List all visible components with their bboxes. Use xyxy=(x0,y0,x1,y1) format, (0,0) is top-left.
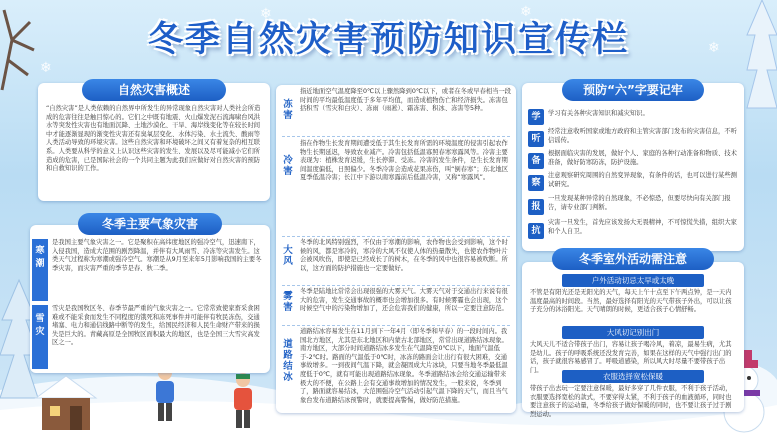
tip-3-text: 带孩子出去玩一定要注意保暖，最好多穿了几件衣服，不利于孩子活动，衣服要选择宽松的款式，不要穿得太紧，不利于孩子的血液循环，同时也要注意孩子的运动量，冬季给孩子做好保暖的同时，也不要让孩子过于剧烈运动。 xyxy=(530,385,732,418)
snow-disaster-text: 雪灾是我国牧区冬、春季节最严重的气象灾害之一。它常常致使家畜采食困难或不能采食而发生不同程度的饿死和冻死事件并可能伴有牧民冻伤，交通堵塞、电力和通信线路中断等的发生，给国民经济和人民生命财产带来的损失是巨大的。青藏高原是全国牧区面积最大的地区，也是全国三大雪灾高发区之一。 xyxy=(52,305,260,347)
divider xyxy=(282,285,510,286)
fog-damage-label: 雾害 xyxy=(283,291,293,313)
house-icon xyxy=(30,372,102,432)
report-text: 一旦发现某种异常的自然现象，不必惊恐，但要尽快向有关部门报告，请专业部门判断。 xyxy=(548,195,731,211)
tip-3-title: 衣服选择宽松保暖 xyxy=(562,370,704,383)
snowflake-icon: ❄ xyxy=(40,60,52,76)
weather-title: 冬季主要气象灾害 xyxy=(78,213,222,235)
tip-2-title: 大风切记别出门 xyxy=(562,326,704,339)
freeze-damage-text: 指近地面空气温度降至0℃以上骤然降到0℃以下，或者在冬或早春相当一段时间的平均最低温度低于多年平均值，而造成植物伤亡和经济损失。冻害包括积雪（雪灾和白灾）、冻雨（雨凇）、霜冻害、积冰、冻害等5种。 xyxy=(300,88,512,113)
snowflake-icon: ❄ xyxy=(520,4,532,20)
pine-tree-right xyxy=(742,0,777,110)
cold-wave-label: 寒潮 xyxy=(32,239,48,301)
overview-card xyxy=(38,83,270,201)
weather-card xyxy=(30,217,270,373)
outdoor-card xyxy=(522,252,744,418)
listen-tag: 听 xyxy=(528,131,544,147)
disaster-types-card xyxy=(276,85,516,413)
overview-text: “自然灾害”是人类依赖的自然界中所发生的异常现象自然灾害对人类社会所造成的危害往往是触目惊心的。它们之中既有地震、火山爆发泥石流海啸台风洪水等突发性灾害也有地面沉降、土地沙漠化、干旱、海岸线变化等在较长时间中才能逐渐显现的渐变性灾害还有臭氧层变化、水体污染、水土流失、酸雨等人类活动导致的环境灾害。这些自然灾害和环境破坏之间又有着复杂的相互联系。人类要从科学的意义上认识这些灾害的发生、发展以及尽可能减小它们所造成的危害，已是国际社会的一个共同主题为此我们应做好对自然灾害的预防和自救知识的工作。 xyxy=(46,105,261,173)
child-figure-1 xyxy=(150,365,180,425)
cold-damage-label: 冷害 xyxy=(283,155,293,177)
observe-tag: 察 xyxy=(528,175,544,191)
cold-damage-text: 指在作物生长发育期间遭受低于其生长发育所需的环境温度的侵害引起农作物生长期延迟，导致农业减产。冷害包括低温寡照春寒寒露风等。冷害主要表现为：植株发育迟缓，生长停滞、受冻。冷害的发生条件，是生长发育期间温度偏低，日照偏少。冬季冷害会造成花果冻伤，叫“倒春寒”；东北地区夏季低温冷害；长江中下游以南寒露前后低温冷害，又称“寒露风”。 xyxy=(300,140,509,182)
prepare-text: 根据面临灾害的发展，做好个人、家庭的各种行动准备和物质、技术准备，做好防寒防冻，防护设施。 xyxy=(548,150,737,166)
cold-wave-text: 是我国主要气象灾害之一。它是聚积在高纬度地区的强冷空气，迅速南下，入侵我国，造成大范围的剧烈降温，并伴有大风雨雪、冷冻等灾害发生。这类天气过程称为寒潮或强冷空气。寒潮是从9月至来年5月影响我国的主要冬季灾害，而灾害严重的季节是春、秋二季。 xyxy=(52,239,262,272)
six-words-title: 预防“六”字要记牢 xyxy=(562,79,704,101)
strong-wind-text: 冬季的北风特别强烈，不仅由于寒潮的影响，农作物也会受到影响，这个时候的风，都是寒冷的，寒冷的大风不仅使人体的热量散失，也使农作物叶片会被风吹伤，即使是已经成长了的树木，在冬季的风中也很容易被吹断。所以，这方面的防护措施也一定要做好。 xyxy=(300,239,508,272)
listen-text: 经常注意收听国家或地方政府和主管灾害部门发布的灾害信息，不听信谣传。 xyxy=(548,128,737,144)
bare-tree-left xyxy=(0,0,40,90)
observe-text: 注意观察研究周围的自然变异现象，有条件的话，也可以进行某些测试研究。 xyxy=(548,172,737,188)
prepare-tag: 备 xyxy=(528,153,544,169)
tip-1-text: 不管是有阳光还是无阳光的天气，每天上午十点至下午两点钟，是一天内温度最高的时间段。当然，最好选择有阳光的天气带孩子外出，可以让孩子充分的沐浴阳光。天气晴朗的时候，更适合孩子心情舒畅。 xyxy=(530,289,732,314)
road-icing-text: 道路结冰容易发生在11月到下一年4月（即冬季和早春）的一段时间内。我国北方地区，尤其是东北地区和内蒙古北部地区，常常出现道路结冰现象。南方地区，大部分时间道路结冰多发生在气温降至0℃以下，地面气温低于-2℃时。路面的气温低于0℃时，冰冻的路面会让出行有很大困难，交通事故增多。一到夜间气温下降，就会凝固成大片冰块，只要当地冬季最低温度低于0℃，就有可能出现道路结冰现象。冬季道路结冰会给交通运输带来极大的不便，在公路上会有交通事故增加的情况发生，一般来说，冬季到了，路面就容易结冰，大范围强冷空气活动引起气温下降的天气，而且当气象台发布道路结冰预警时，就要提高警惕，做好防范措施。 xyxy=(300,328,508,404)
overview-title: 自然灾害概述 xyxy=(82,79,226,101)
snow-disaster-label: 雪灾 xyxy=(32,305,48,369)
freeze-damage-label: 冻害 xyxy=(283,99,293,121)
resist-text: 灾害一旦发生，首先应该发扬大无畏精神，不可惊慌失措，组织大家和个人自卫。 xyxy=(548,219,737,235)
resist-tag: 抗 xyxy=(528,223,544,239)
road-icing-label: 道路结冰 xyxy=(283,339,293,383)
snowflake-icon: ❄ xyxy=(708,40,720,56)
outdoor-title: 冬季室外活动需注意 xyxy=(552,248,714,270)
divider xyxy=(282,325,510,326)
strong-wind-label: 大风 xyxy=(283,245,293,267)
divider xyxy=(282,236,510,237)
learn-text: 学习有关各种灾害知识和减灾知识。 xyxy=(548,110,649,117)
tip-1-title: 户外活动切忌太早或太晚 xyxy=(562,274,704,287)
fog-damage-text: 冬季是陆地比常常会出现很强的大雾天气。大雾天气对于交通出行来说有很大的危害，发生交通事故的概率也会增加很多。有时候雾霾也会出现，这个时候空气中的污染物增加了，还会危害我们的健康，所以一定要注意防范。 xyxy=(300,288,508,313)
learn-tag: 学 xyxy=(528,109,544,125)
child-figure-2 xyxy=(228,372,258,432)
six-words-card xyxy=(522,83,744,251)
page-title: 冬季自然灾害预防知识宣传栏 xyxy=(147,20,629,60)
tip-2-text: 大风天儿不适合带孩子出门，容易让孩子喝冷风，着凉，最易生病，尤其是幼儿。孩子的呼吸系统还没发育完善，如果在这样的天气中强行出门的话，孩子就很容易感冒了。呼吸道感染，所以风大时尽量不要带孩子出门。 xyxy=(530,341,732,374)
snowflake-icon: ❄ xyxy=(260,6,272,22)
report-tag: 报 xyxy=(528,199,544,215)
divider xyxy=(282,136,510,137)
